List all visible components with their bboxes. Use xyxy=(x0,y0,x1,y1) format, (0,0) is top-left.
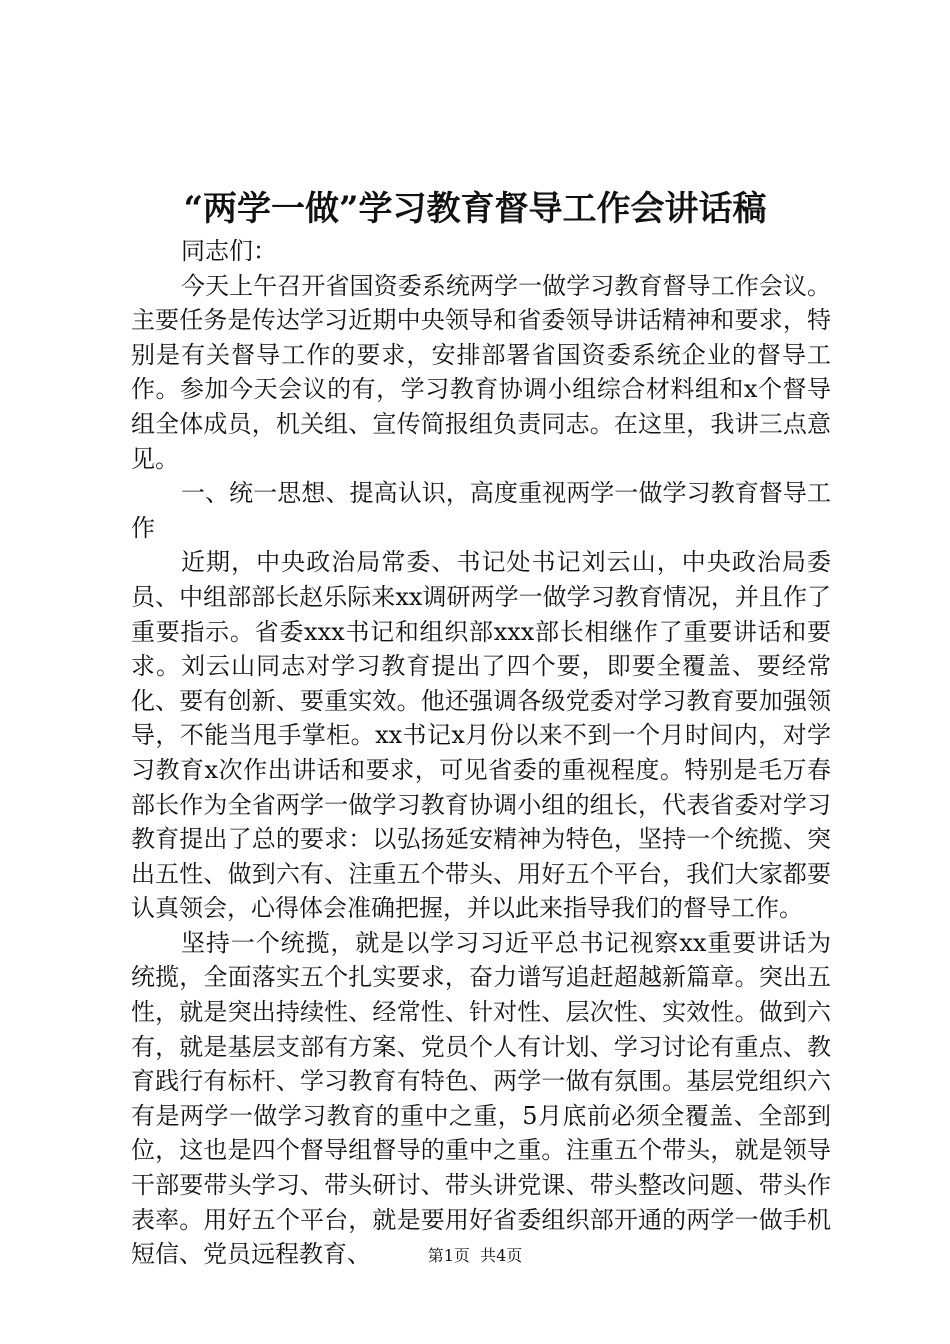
body-paragraph: 近期，中央政治局常委、书记处书记刘云山，中央政治局委员、中组部部长赵乐际来xx调研两学一做学习教育情况，并且作了重要指示。省委xxx书记和组织部xxx部长相继作了重要讲话和要求。刘云山同志对学习教育提出了四个要，即要全覆盖、要经常化、要有创新、要重实效。他还强调各级党委对学习教育要加强领导，不能当甩手掌柜。xx书记x月份以来不到一个月时间内，对学习教育x次作出讲话和要求，可见省委的重视程度。特别是毛万春部长作为全省两学一做学习教育协调小组的组长，代表省委对学习教育提出了总的要求：以弘扬延安精神为特色，坚持一个统揽、突出五性、做到六有、注重五个带头、用好五个平台，我们大家都要认真领会，心得体会准确把握，并以此来指导我们的督导工作。 xyxy=(131,548,831,923)
page-total: 共4页 xyxy=(480,1246,523,1265)
intro-paragraph: 今天上午召开省国资委系统两学一做学习教育督导工作会议。主要任务是传达学习近期中央领导和省委领导讲话精神和要求，特别是有关督导工作的要求，安排部署省国资委系统企业的督导工作。参加今天会议的有，学习教育协调小组综合材料组和x个督导组全体成员，机关组、宣传简报组负责同志。在这里，我讲三点意见。 xyxy=(131,271,831,473)
document-body xyxy=(131,234,831,1272)
salutation-paragraph: 同志们： xyxy=(181,237,277,265)
document-title: “两学一做”学习教育督导工作会讲话稿 xyxy=(183,189,767,229)
page-footer xyxy=(0,1246,950,1266)
section-heading-1: 一、统一思想、提高认识，高度重视两学一做学习教育督导工作 xyxy=(131,479,831,542)
page-number: 第1页 xyxy=(427,1246,470,1265)
body-paragraph: 坚持一个统揽，就是以学习习近平总书记视察xx重要讲话为统揽，全面落实五个扎实要求，奋力谱写追赶超越新篇章。突出五性，就是突出持续性、经常性、针对性、层次性、实效性。做到六有，就是基层支部有方案、党员个人有计划、学习讨论有重点、教育践行有标杆、学习教育有特色、两学一做有氛围。基层党组织六有是两学一做学习教育的重中之重，5月底前必须全覆盖、全部到位，这也是四个督导组督导的重中之重。注重五个带头，就是领导干部要带头学习、带头研讨、带头讲党课、带头整改问题、带头作表率。用好五个平台，就是要用好省委组织部开通的两学一做手机短信、党员远程教育、 xyxy=(131,928,831,1269)
